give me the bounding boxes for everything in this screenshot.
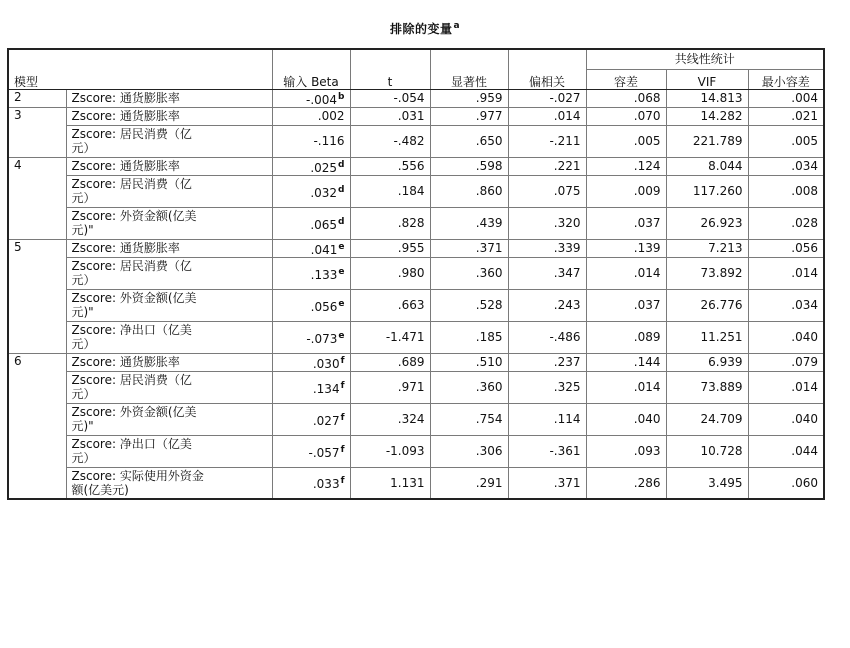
table-row bbox=[8, 467, 824, 499]
vif-cell: 26.923 bbox=[666, 207, 748, 239]
beta-in-value: .032 bbox=[310, 185, 338, 200]
header-t: t bbox=[350, 69, 430, 89]
tolerance-cell: .009 bbox=[586, 175, 666, 207]
header-blank-pc bbox=[508, 49, 586, 69]
beta-in-value: .041 bbox=[310, 242, 338, 257]
variable-name-cell: Zscore: 通货膨胀率 bbox=[66, 89, 272, 107]
min-tolerance-cell: .021 bbox=[748, 107, 824, 125]
partial-correlation-cell: -.486 bbox=[508, 321, 586, 353]
significance-cell: .977 bbox=[430, 107, 508, 125]
tolerance-cell: .286 bbox=[586, 467, 666, 499]
header-blank-t bbox=[350, 49, 430, 69]
beta-in-value: .002 bbox=[317, 109, 345, 123]
partial-correlation-cell: .320 bbox=[508, 207, 586, 239]
variable-name-cell: Zscore: 通货膨胀率 bbox=[66, 107, 272, 125]
beta-in-cell bbox=[272, 107, 350, 125]
min-tolerance-cell: .060 bbox=[748, 467, 824, 499]
beta-in-value: .056 bbox=[310, 299, 338, 314]
table-row bbox=[8, 207, 824, 239]
significance-cell: .959 bbox=[430, 89, 508, 107]
model-number-cell: 4 bbox=[8, 157, 66, 239]
beta-in-cell bbox=[272, 175, 350, 207]
header-tolerance: 容差 bbox=[586, 69, 666, 89]
beta-in-cell bbox=[272, 89, 350, 107]
beta-in-cell bbox=[272, 257, 350, 289]
table-row bbox=[8, 435, 824, 467]
footnote-mark: e bbox=[338, 266, 345, 277]
min-tolerance-cell: .034 bbox=[748, 157, 824, 175]
significance-cell: .185 bbox=[430, 321, 508, 353]
partial-correlation-cell: -.211 bbox=[508, 125, 586, 157]
header-vif: VIF bbox=[666, 69, 748, 89]
beta-in-cell bbox=[272, 467, 350, 499]
beta-in-value: .133 bbox=[310, 267, 338, 282]
beta-in-cell bbox=[272, 239, 350, 257]
tolerance-cell: .014 bbox=[586, 257, 666, 289]
t-cell: .828 bbox=[350, 207, 430, 239]
footnote-mark: e bbox=[338, 241, 345, 252]
table-title bbox=[0, 20, 850, 37]
header-significance: 显著性 bbox=[430, 69, 508, 89]
header-min-tolerance: 最小容差 bbox=[748, 69, 824, 89]
model-number-cell: 3 bbox=[8, 107, 66, 157]
t-cell: .980 bbox=[350, 257, 430, 289]
beta-in-cell bbox=[272, 289, 350, 321]
tolerance-cell: .124 bbox=[586, 157, 666, 175]
vif-cell: 6.939 bbox=[666, 353, 748, 371]
min-tolerance-cell: .014 bbox=[748, 371, 824, 403]
beta-in-value: .033 bbox=[312, 477, 340, 492]
tolerance-cell: .068 bbox=[586, 89, 666, 107]
table-body bbox=[8, 89, 824, 499]
vif-cell: 221.789 bbox=[666, 125, 748, 157]
beta-in-value: -.073 bbox=[306, 331, 338, 346]
partial-correlation-cell: .075 bbox=[508, 175, 586, 207]
partial-correlation-cell: -.027 bbox=[508, 89, 586, 107]
tolerance-cell: .070 bbox=[586, 107, 666, 125]
footnote-mark: e bbox=[338, 298, 345, 309]
beta-in-value: .030 bbox=[312, 356, 340, 371]
vif-cell: 14.282 bbox=[666, 107, 748, 125]
table-row bbox=[8, 89, 824, 107]
footnote-mark: f bbox=[340, 412, 345, 423]
excluded-variables-table bbox=[7, 48, 825, 500]
table-row bbox=[8, 175, 824, 207]
footnote-mark: f bbox=[340, 476, 345, 487]
variable-name-cell: Zscore: 居民消费（亿 元） bbox=[66, 125, 272, 157]
vif-cell: 73.892 bbox=[666, 257, 748, 289]
vif-cell: 11.251 bbox=[666, 321, 748, 353]
table-title-text: 排除的变量 bbox=[389, 22, 453, 36]
min-tolerance-cell: .034 bbox=[748, 289, 824, 321]
model-number-cell: 6 bbox=[8, 353, 66, 499]
variable-name-cell: Zscore: 居民消费（亿 元） bbox=[66, 371, 272, 403]
vif-cell: 117.260 bbox=[666, 175, 748, 207]
footnote-mark: e bbox=[338, 330, 345, 341]
t-cell: .663 bbox=[350, 289, 430, 321]
beta-in-cell bbox=[272, 125, 350, 157]
tolerance-cell: .144 bbox=[586, 353, 666, 371]
footnote-mark: d bbox=[338, 184, 345, 195]
footnote-mark: f bbox=[340, 380, 345, 391]
partial-correlation-cell: .243 bbox=[508, 289, 586, 321]
significance-cell: .650 bbox=[430, 125, 508, 157]
significance-cell: .598 bbox=[430, 157, 508, 175]
t-cell: .556 bbox=[350, 157, 430, 175]
beta-in-cell bbox=[272, 371, 350, 403]
t-cell: .031 bbox=[350, 107, 430, 125]
variable-name-cell: Zscore: 通货膨胀率 bbox=[66, 157, 272, 175]
header-beta-in: 输入 Beta bbox=[272, 69, 350, 89]
tolerance-cell: .037 bbox=[586, 289, 666, 321]
significance-cell: .510 bbox=[430, 353, 508, 371]
variable-name-cell: Zscore: 外资金额(亿美 元)" bbox=[66, 403, 272, 435]
tolerance-cell: .037 bbox=[586, 207, 666, 239]
vif-cell: 8.044 bbox=[666, 157, 748, 175]
t-cell: 1.131 bbox=[350, 467, 430, 499]
table-row bbox=[8, 403, 824, 435]
table-row bbox=[8, 257, 824, 289]
variable-name-cell: Zscore: 通货膨胀率 bbox=[66, 353, 272, 371]
header-partial-correlation: 偏相关 bbox=[508, 69, 586, 89]
footnote-mark: d bbox=[338, 216, 345, 227]
significance-cell: .360 bbox=[430, 371, 508, 403]
vif-cell: 3.495 bbox=[666, 467, 748, 499]
significance-cell: .291 bbox=[430, 467, 508, 499]
beta-in-value: -.057 bbox=[308, 445, 340, 460]
variable-name-cell: Zscore: 居民消费（亿 元） bbox=[66, 257, 272, 289]
partial-correlation-cell: .014 bbox=[508, 107, 586, 125]
beta-in-cell bbox=[272, 403, 350, 435]
table-title-footnote-mark: a bbox=[453, 21, 461, 31]
footnote-mark: f bbox=[340, 355, 345, 366]
partial-correlation-cell: .237 bbox=[508, 353, 586, 371]
tolerance-cell: .089 bbox=[586, 321, 666, 353]
t-cell: -1.471 bbox=[350, 321, 430, 353]
t-cell: .184 bbox=[350, 175, 430, 207]
significance-cell: .371 bbox=[430, 239, 508, 257]
footnote-mark: d bbox=[338, 159, 345, 170]
tolerance-cell: .040 bbox=[586, 403, 666, 435]
partial-correlation-cell: .325 bbox=[508, 371, 586, 403]
variable-name-cell: Zscore: 实际使用外资金 额(亿美元) bbox=[66, 467, 272, 499]
beta-in-value: .027 bbox=[312, 413, 340, 428]
beta-in-cell bbox=[272, 207, 350, 239]
footnote-mark: f bbox=[340, 444, 345, 455]
t-cell: .971 bbox=[350, 371, 430, 403]
significance-cell: .754 bbox=[430, 403, 508, 435]
t-cell: -1.093 bbox=[350, 435, 430, 467]
min-tolerance-cell: .044 bbox=[748, 435, 824, 467]
significance-cell: .860 bbox=[430, 175, 508, 207]
min-tolerance-cell: .028 bbox=[748, 207, 824, 239]
significance-cell: .439 bbox=[430, 207, 508, 239]
model-number-cell: 5 bbox=[8, 239, 66, 353]
t-cell: -.482 bbox=[350, 125, 430, 157]
partial-correlation-cell: .339 bbox=[508, 239, 586, 257]
vif-cell: 10.728 bbox=[666, 435, 748, 467]
min-tolerance-cell: .008 bbox=[748, 175, 824, 207]
header-blank-beta bbox=[272, 49, 350, 69]
min-tolerance-cell: .014 bbox=[748, 257, 824, 289]
vif-cell: 26.776 bbox=[666, 289, 748, 321]
table-row bbox=[8, 371, 824, 403]
partial-correlation-cell: .347 bbox=[508, 257, 586, 289]
tolerance-cell: .014 bbox=[586, 371, 666, 403]
partial-correlation-cell: .221 bbox=[508, 157, 586, 175]
header-blank-sig bbox=[430, 49, 508, 69]
table-row bbox=[8, 239, 824, 257]
table-row bbox=[8, 107, 824, 125]
significance-cell: .360 bbox=[430, 257, 508, 289]
variable-name-cell: Zscore: 净出口（亿美 元） bbox=[66, 321, 272, 353]
tolerance-cell: .093 bbox=[586, 435, 666, 467]
table-row bbox=[8, 353, 824, 371]
partial-correlation-cell: .114 bbox=[508, 403, 586, 435]
vif-cell: 24.709 bbox=[666, 403, 748, 435]
t-cell: .955 bbox=[350, 239, 430, 257]
min-tolerance-cell: .040 bbox=[748, 403, 824, 435]
min-tolerance-cell: .040 bbox=[748, 321, 824, 353]
model-number-cell: 2 bbox=[8, 89, 66, 107]
table-row bbox=[8, 125, 824, 157]
t-cell: -.054 bbox=[350, 89, 430, 107]
variable-name-cell: Zscore: 外资金额(亿美 元)" bbox=[66, 289, 272, 321]
vif-cell: 14.813 bbox=[666, 89, 748, 107]
t-cell: .689 bbox=[350, 353, 430, 371]
variable-name-cell: Zscore: 通货膨胀率 bbox=[66, 239, 272, 257]
t-cell: .324 bbox=[350, 403, 430, 435]
partial-correlation-cell: .371 bbox=[508, 467, 586, 499]
min-tolerance-cell: .079 bbox=[748, 353, 824, 371]
min-tolerance-cell: .005 bbox=[748, 125, 824, 157]
beta-in-value: -.116 bbox=[313, 134, 345, 148]
significance-cell: .306 bbox=[430, 435, 508, 467]
header-blank-model bbox=[8, 49, 272, 69]
vif-cell: 73.889 bbox=[666, 371, 748, 403]
significance-cell: .528 bbox=[430, 289, 508, 321]
beta-in-value: .134 bbox=[312, 381, 340, 396]
beta-in-cell bbox=[272, 353, 350, 371]
variable-name-cell: Zscore: 居民消费（亿 元） bbox=[66, 175, 272, 207]
min-tolerance-cell: .004 bbox=[748, 89, 824, 107]
beta-in-value: -.004 bbox=[305, 92, 338, 107]
table-row bbox=[8, 321, 824, 353]
header-model: 模型 bbox=[8, 69, 272, 89]
footnote-mark: b bbox=[338, 91, 345, 102]
min-tolerance-cell: .056 bbox=[748, 239, 824, 257]
beta-in-cell bbox=[272, 321, 350, 353]
beta-in-cell bbox=[272, 157, 350, 175]
table-row bbox=[8, 157, 824, 175]
tolerance-cell: .005 bbox=[586, 125, 666, 157]
beta-in-cell bbox=[272, 435, 350, 467]
beta-in-value: .065 bbox=[310, 217, 338, 232]
table-row bbox=[8, 289, 824, 321]
header-collinearity-group: 共线性统计 bbox=[586, 49, 824, 69]
vif-cell: 7.213 bbox=[666, 239, 748, 257]
tolerance-cell: .139 bbox=[586, 239, 666, 257]
beta-in-value: .025 bbox=[310, 160, 338, 175]
variable-name-cell: Zscore: 净出口（亿美 元） bbox=[66, 435, 272, 467]
variable-name-cell: Zscore: 外资金额(亿美 元)" bbox=[66, 207, 272, 239]
partial-correlation-cell: -.361 bbox=[508, 435, 586, 467]
